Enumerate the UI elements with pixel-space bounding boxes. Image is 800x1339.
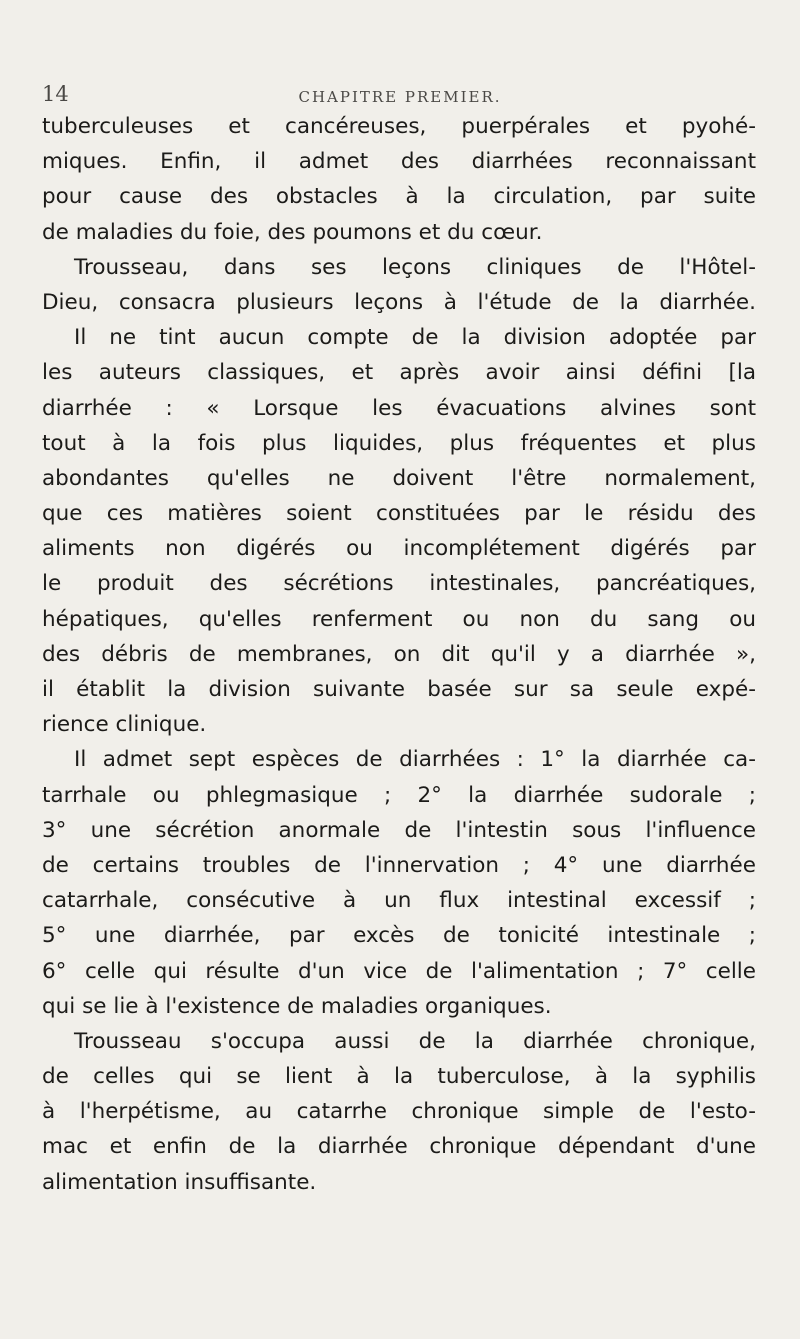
body-text <box>42 109 756 1200</box>
text-line: tuberculeuses et cancéreuses, puerpérales et pyohé- <box>42 114 756 139</box>
text-line: qui se lie à l'existence de maladies organiques. <box>42 993 552 1019</box>
text-line: alimentation insuffisante. <box>42 1169 317 1195</box>
text-line: Il admet sept espèces de diarrhées : 1° la diarrhée ca- <box>74 747 756 773</box>
text-line: le produit des sécrétions intestinales, pancréatiques, <box>42 571 756 597</box>
running-head: CHAPITRE PREMIER. <box>298 88 502 106</box>
text-line: Trousseau s'occupa aussi de la diarrhée chronique, <box>74 1028 756 1054</box>
text-line: les auteurs classiques, et après avoir ainsi défini [la <box>42 360 756 386</box>
text-line: Trousseau, dans ses leçons cliniques de l'Hôtel- <box>74 254 756 280</box>
text-line: que ces matières soient constituées par le résidu des <box>42 501 756 527</box>
text-line: 5° une diarrhée, par excès de tonicité intestinale ; <box>42 923 756 949</box>
text-line: 3° une sécrétion anormale de l'intestin sous l'influence <box>42 817 756 843</box>
text-line: aliments non digérés ou incomplétement digérés par <box>42 536 756 562</box>
text-line: catarrhale, consécutive à un flux intestinal excessif ; <box>42 888 756 914</box>
text-line: diarrhée : « Lorsque les évacuations alvines sont <box>42 395 756 421</box>
text-line: il établit la division suivante basée sur sa seule expé- <box>42 677 756 702</box>
page-number: 14 <box>42 82 69 106</box>
text-line: 6° celle qui résulte d'un vice de l'alimentation ; 7° celle <box>42 958 756 984</box>
text-line: mac et enfin de la diarrhée chronique dépendant d'une <box>42 1134 756 1160</box>
text-line: de celles qui se lient à la tuberculose, à la syphilis <box>42 1064 756 1090</box>
text-line: rience clinique. <box>42 712 207 738</box>
text-line: de maladies du foie, des poumons et du cœur. <box>42 219 543 245</box>
text-line: abondantes qu'elles ne doivent l'être normalement, <box>42 465 756 491</box>
text-line: hépatiques, qu'elles renferment ou non du sang ou <box>42 606 756 632</box>
text-line: des débris de membranes, on dit qu'il y a diarrhée », <box>42 641 756 667</box>
text-line: tout à la fois plus liquides, plus fréquentes et plus <box>42 430 756 456</box>
text-line: tarrhale ou phlegmasique ; 2° la diarrhée sudorale ; <box>42 782 756 808</box>
text-line: miques. Enfin, il admet des diarrhées reconnaissant <box>42 149 756 175</box>
text-line: de certains troubles de l'innervation ; 4° une diarrhée <box>42 852 756 878</box>
text-line: Dieu, consacra plusieurs leçons à l'étude de la diarrhée. <box>42 289 756 315</box>
text-line: Il ne tint aucun compte de la division adoptée par <box>74 325 756 351</box>
text-line: à l'herpétisme, au catarrhe chronique simple de l'esto- <box>42 1099 756 1125</box>
text-line: pour cause des obstacles à la circulation, par suite <box>42 184 756 210</box>
